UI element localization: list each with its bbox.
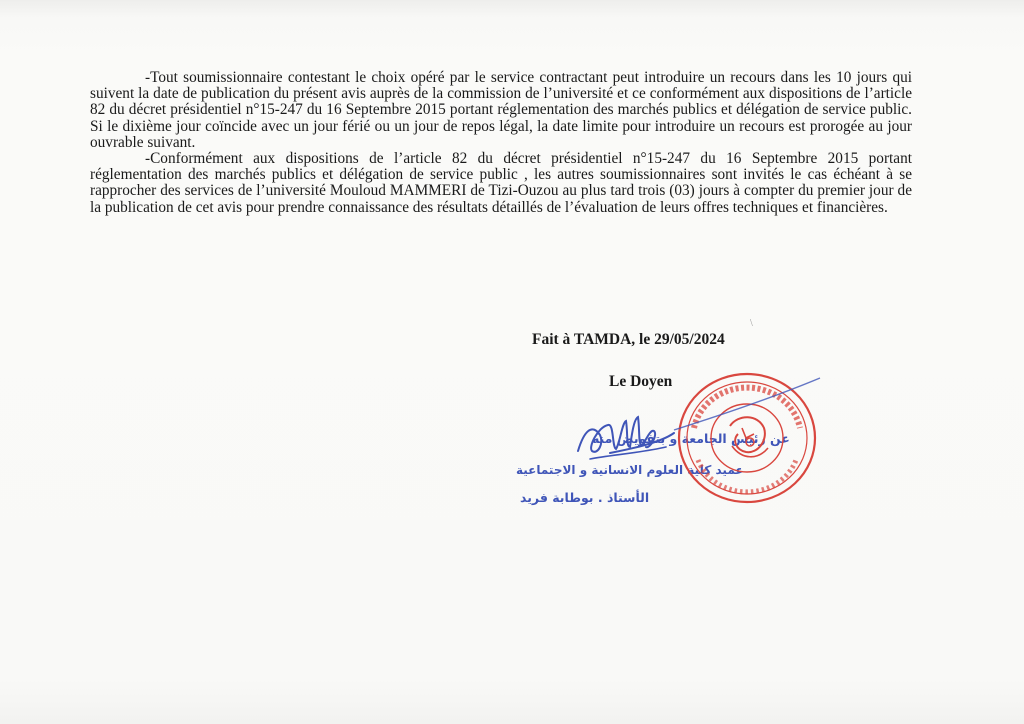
paragraph-recours: -Tout soumissionnaire contestant le choix opéré par le service contractant peut introduire un recours dans les 10 jours qui suivent la date de publication du présent avis auprès de la commission de l’université et ce conformément aux dispositions de l’article 82 du décret présidentiel n°15-247 du 16 Septembre 2015 portant réglementation des marchés publics et délégation de service public. Si le dixième jour coïncide avec un jour férié ou un jour de repos légal, la date limite pour introduire un recours est prorogée au jour ouvrable suivant.: [90, 69, 912, 151]
signature-line-delegation: عن رئيس الجامعة و بتفويض منه: [592, 431, 790, 446]
scan-mark: \: [750, 318, 753, 329]
signatory-title: Le Doyen: [609, 373, 673, 390]
signature-line-name: الأستاذ . بوطابة فريد: [520, 490, 650, 505]
official-stamp: [672, 368, 822, 508]
place-date-line: Fait à TAMDA, le 29/05/2024: [532, 331, 725, 348]
paragraph-conformement: -Conformément aux dispositions de l’article 82 du décret présidentiel n°15-247 du 16 Septembre 2015 portant réglementation des marchés publics et délégation de service public , les autres soumissionnaires sont invités le cas échéant à se rapprocher des services de l’université Mouloud MAMMERI de Tizi-Ouzou au plus tard trois (03) jours à compter du premier jour de la publication de cet avis pour prendre connaissance des résultats détaillés de l’évaluation de leurs offres techniques et financières.: [90, 150, 912, 216]
notice-body: [90, 70, 912, 216]
signature-line-faculty: عميد كلية العلوم الانسانية و الاجتماعية: [516, 463, 744, 477]
